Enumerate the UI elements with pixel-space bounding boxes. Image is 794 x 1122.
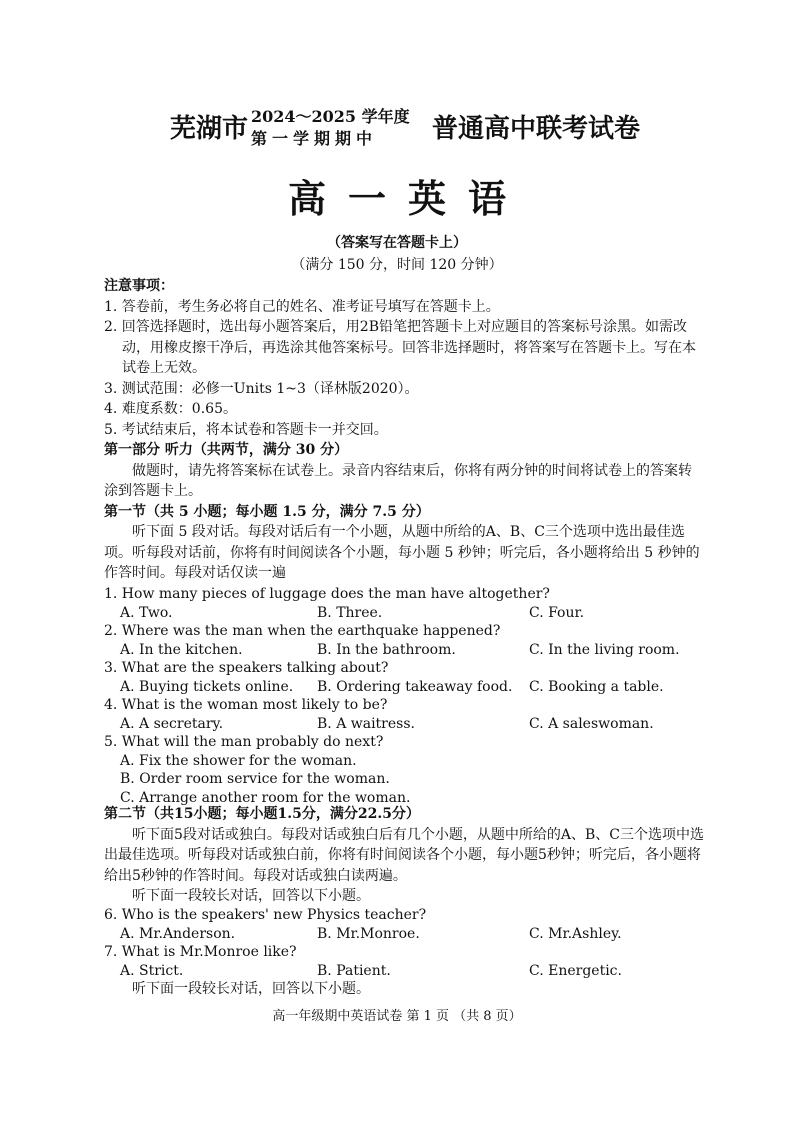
option-b: B. Ordering takeaway food. xyxy=(317,678,513,695)
option-a: A. Two. xyxy=(120,604,173,621)
page-footer: 高一年级期中英语试卷 第 1 页 （共 8 页） xyxy=(272,1009,522,1024)
option-b: B. A waitress. xyxy=(317,715,415,732)
section2-intro: 听下面5段对话或独白。每段对话或独白后有几个小题，从题中所给的A、B、C三个选项中选出最佳选项。听每段对话或独白前，你将有时间阅读各个小题，每小题5秒钟；听完后，各小题将给出5秒钟的作答时间。每段对话或独白读两遍。 xyxy=(104,826,705,884)
option-a: A. Fix the shower for the woman. xyxy=(120,752,357,769)
part1-title: 第一部分 听力（共两节，满分 30 分） xyxy=(104,442,349,458)
section2-questions xyxy=(104,906,704,999)
option-c: C. In the living room. xyxy=(529,641,680,658)
option-c: C. Four. xyxy=(529,604,585,621)
option-a: A. In the kitchen. xyxy=(120,641,243,658)
question-3: 3. What are the speakers talking about? xyxy=(104,660,389,676)
instructions-title: 注意事项： xyxy=(104,278,174,294)
question-7: 7. What is Mr.Monroe like? xyxy=(104,944,297,960)
header-school-year: 2024～2025 学年度 xyxy=(251,107,410,126)
instructions xyxy=(104,276,704,584)
options-3 xyxy=(104,678,704,697)
section1-title: 第一节（共 5 小题；每小题 1.5 分，满分 7.5 分） xyxy=(104,503,430,520)
instruction-item: 5. 考试结束后，将本试卷和答题卡一并交回。 xyxy=(104,421,388,438)
question-6: 6. Who is the speakers' new Physics teacher? xyxy=(104,907,427,923)
option-b: B. Patient. xyxy=(317,962,391,979)
question-1: 1. How many pieces of luggage does the man have altogether? xyxy=(104,586,550,602)
option-a: A. Buying tickets online. xyxy=(120,678,294,695)
section2-title: 第二节（共15小题；每小题1.5分，满分22.5分） xyxy=(104,806,420,822)
instruction-item: 2. 回答选择题时，选出每小题答案后，用2B铅笔把答题卡上对应题目的答案标号涂黑。如需改动，用橡皮擦干净后，再选涂其他答案标号。回答非选择题时，将答案写在答题卡上。写在本试卷上无效。 xyxy=(104,319,696,376)
score-time: （满分 150 分，时间 120 分钟） xyxy=(291,257,503,273)
section1-questions xyxy=(104,585,704,807)
options-1 xyxy=(104,604,704,623)
option-b: B. Order room service for the woman. xyxy=(120,771,390,787)
option-c: C. Arrange another room for the woman. xyxy=(120,789,411,806)
subject-title: 高一英语 xyxy=(287,176,528,221)
section2 xyxy=(104,804,704,907)
options-6 xyxy=(104,925,704,944)
question-5: 5. What will the man probably do next? xyxy=(104,734,384,750)
header-city: 芜湖市 xyxy=(170,114,249,144)
question-4: 4. What is the woman most likely to be? xyxy=(104,697,388,713)
header-term: 第一学期期中 xyxy=(251,129,378,148)
part1-intro: 做题时，请先将答案标在试卷上。录音内容结束后，你将有两分钟的时间将试卷上的答案转涂到答题卡上。 xyxy=(104,462,692,499)
option-c: C. Energetic. xyxy=(529,962,622,979)
option-b: B. Three. xyxy=(317,604,383,621)
options-7 xyxy=(104,962,704,981)
answer-note: （答案写在答题卡上） xyxy=(327,235,467,251)
instruction-item: 1. 答卷前，考生务必将自己的姓名、准考证号填写在答题卡上。 xyxy=(104,298,500,315)
option-b: B. In the bathroom. xyxy=(317,641,456,658)
section1-intro: 听下面 5 段对话。每段对话后有一个小题，从题中所给的A、B、C三个选项中选出最佳选项。听每段对话前，你将有时间阅读各个小题，每小题 5 秒钟；听完后，各小题将给出 5 秒钟的作答时间。每段对话仅读一遍 xyxy=(104,524,700,581)
option-b: B. Mr.Monroe. xyxy=(317,925,420,942)
section2-lead: 听下面一段较长对话，回答以下小题。 xyxy=(132,888,370,904)
options-4 xyxy=(104,715,704,734)
section2-lead: 听下面一段较长对话，回答以下小题。 xyxy=(132,981,370,997)
question-2: 2. Where was the man when the earthquake happened? xyxy=(104,623,501,639)
option-c: C. Booking a table. xyxy=(529,678,664,695)
options-2 xyxy=(104,641,704,660)
option-a: A. A secretary. xyxy=(120,715,224,732)
header-exam-name: 普通高中联考试卷 xyxy=(432,114,641,144)
option-c: C. A saleswoman. xyxy=(529,715,654,732)
instruction-item: 3. 测试范围：必修一Units 1~3（译林版2020）。 xyxy=(104,380,419,397)
option-a: A. Strict. xyxy=(120,962,184,979)
instruction-item: 4. 难度系数：0.65。 xyxy=(104,401,237,417)
option-c: C. Mr.Ashley. xyxy=(529,925,622,942)
option-a: A. Mr.Anderson. xyxy=(120,925,236,942)
